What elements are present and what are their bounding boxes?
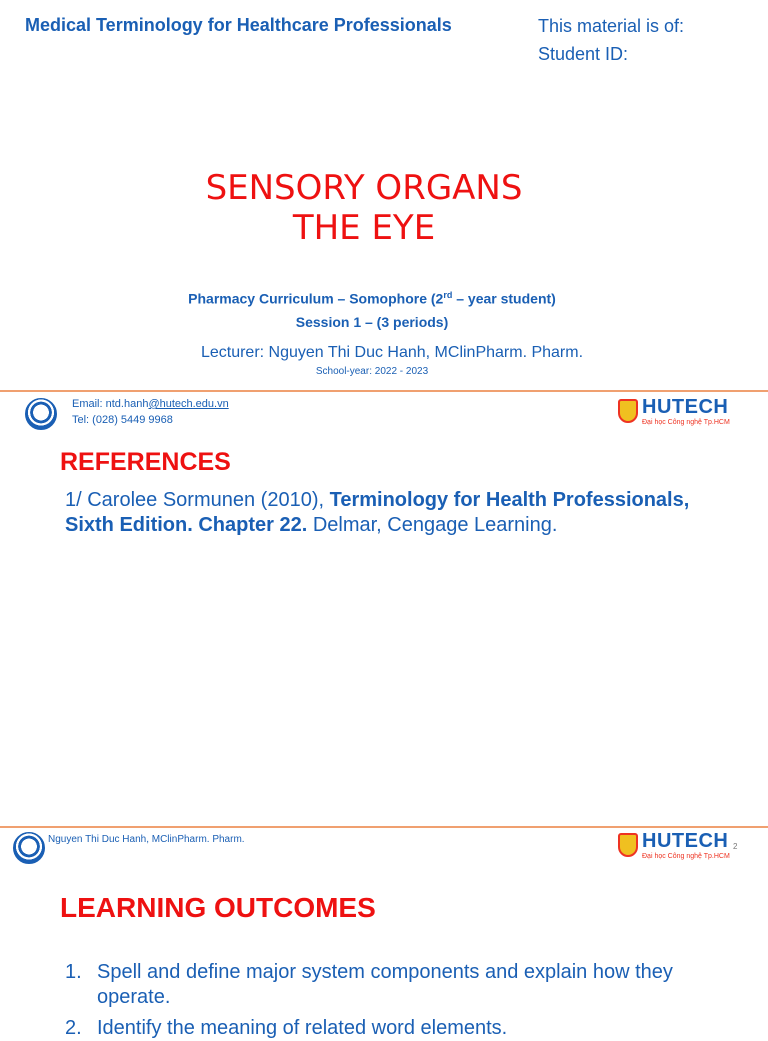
list-item-number: 2. — [65, 1017, 82, 1039]
hutech-tagline: Đại học Công nghệ Tp.HCM — [642, 419, 730, 426]
references-heading: REFERENCES — [60, 448, 231, 476]
hutech-shield-icon — [618, 399, 638, 423]
tel-line: Tel: (028) 5449 9968 — [72, 414, 173, 426]
hutech-logo — [618, 396, 730, 426]
list-item — [65, 1016, 715, 1041]
outcomes-list — [65, 960, 715, 1041]
university-logo-icon — [25, 398, 57, 430]
lecturer-footer: Nguyen Thi Duc Hanh, MClinPharm. Pharm. — [48, 834, 245, 845]
school-year: School-year: 2022 - 2023 — [315, 366, 429, 377]
material-info — [538, 12, 684, 68]
hutech-shield-icon — [618, 833, 638, 857]
title-slide — [0, 0, 768, 390]
curriculum-line: Pharmacy Curriculum – Somophore (2rd – year student) — [188, 290, 556, 307]
email-link[interactable]: @hutech.edu.vn — [148, 398, 229, 410]
hutech-wordmark: HUTECH — [642, 830, 729, 852]
hutech-wordmark: HUTECH — [642, 396, 729, 418]
learning-outcomes-slide — [0, 826, 768, 1039]
material-owner-label: This material is of: — [538, 16, 685, 36]
list-item-text: Identify the meaning of related word elements. — [97, 1017, 508, 1039]
outcomes-heading: LEARNING OUTCOMES — [60, 892, 376, 923]
list-item-text: Spell and define major system components and explain how they operate. — [97, 961, 673, 1008]
session-line: Session 1 – (3 periods) — [295, 314, 449, 330]
hutech-logo — [618, 830, 730, 860]
reference-entry: 1/ Carolee Sormunen (2010), Terminology for Health Professionals, Sixth Edition. Chapter 22. Delmar, Cengage Learning. — [65, 489, 690, 536]
list-item-number: 1. — [65, 961, 82, 983]
email-line: Email: ntd.hanh@hutech.edu.vn — [72, 398, 229, 410]
references-slide — [0, 390, 768, 826]
lecturer-line: Lecturer: Nguyen Thi Duc Hanh, MClinPharm. Pharm. — [200, 344, 584, 361]
university-logo-icon — [13, 832, 45, 864]
title-line-2: THE EYE — [292, 208, 436, 248]
page-number: 2 — [733, 842, 738, 851]
title-line-1: SENSORY ORGANS — [205, 168, 523, 208]
course-title: Medical Terminology for Healthcare Professionals — [25, 15, 452, 35]
list-item — [65, 960, 715, 1010]
student-id-label: Student ID: — [538, 44, 629, 64]
slide-title — [0, 168, 728, 248]
hutech-tagline: Đại học Công nghệ Tp.HCM — [642, 853, 730, 860]
